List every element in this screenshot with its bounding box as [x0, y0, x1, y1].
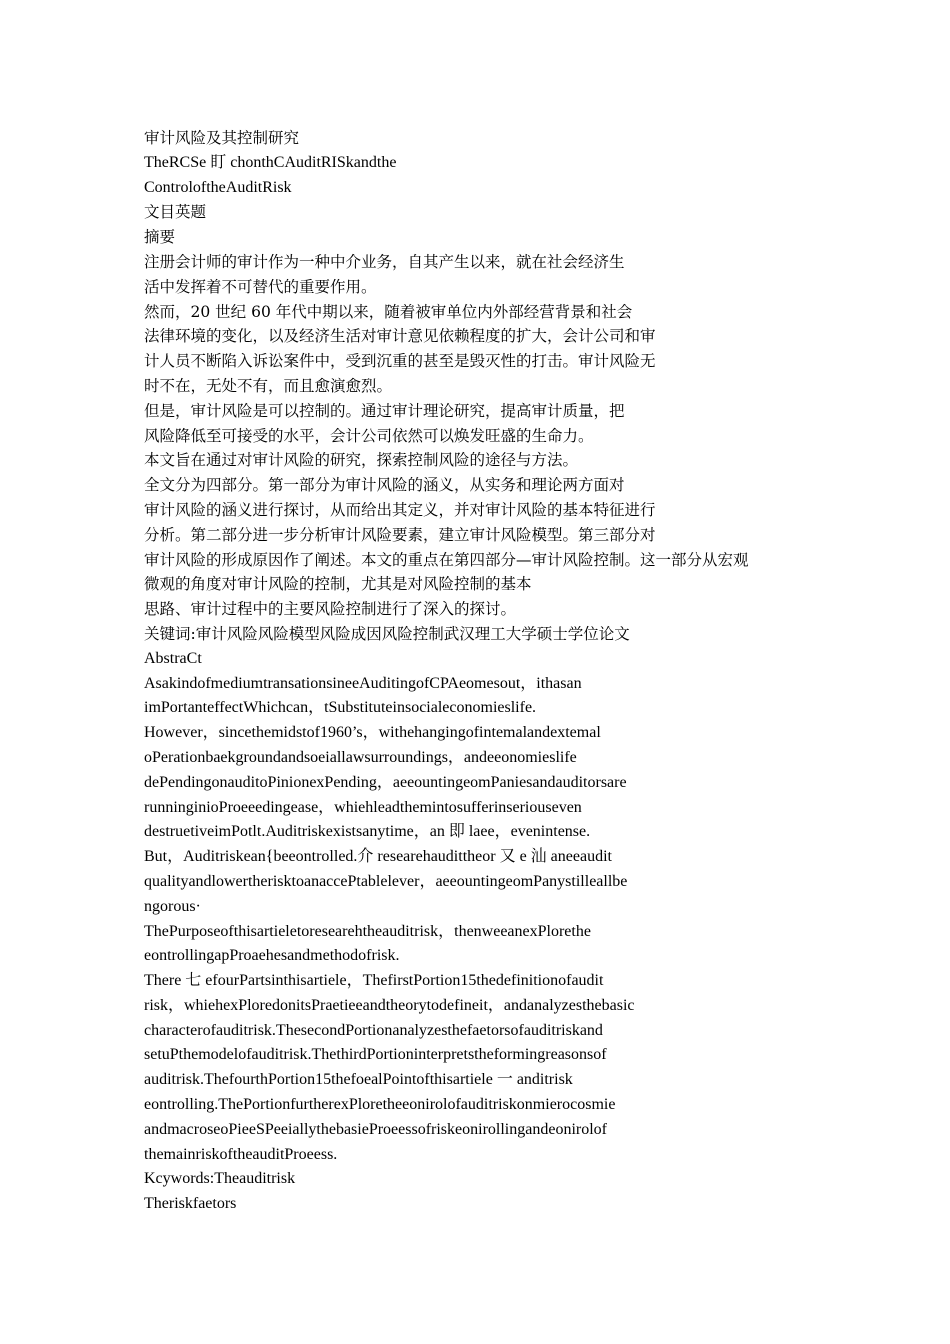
text-line: 法律环境的变化，以及经济生活对审计意见依赖程度的扩大，会计公司和审	[144, 327, 656, 346]
text-line: characterofauditrisk.ThesecondPortionanalyzesthefaetorsofauditriskand	[144, 1021, 603, 1039]
text-line: 时不在，无处不有，而且愈演愈烈。	[144, 376, 393, 395]
text-line: risk，whiehexPloredonitsPraetieeandtheorytodefineit，andanalyzesthebasic	[144, 996, 635, 1014]
text-line: Theriskfaetors	[144, 1195, 237, 1213]
text-line: 审计风险的涵义进行探讨，从而给出其定义，并对审计风险的基本特征进行	[144, 500, 656, 519]
text-line: 思路、审计过程中的主要风险控制进行了深入的探讨。	[144, 600, 517, 619]
text-line: 微观的角度对审计风险的控制，尤其是对风险控制的基本	[144, 575, 532, 594]
text-line: 关键词:审计风险风险模型风险成因风险控制武汉理工大学硕士学位论文	[144, 624, 630, 643]
document-body	[144, 126, 844, 1217]
text-line: imPortanteffectWhichcan，tSubstituteinsocialeconomieslife.	[144, 699, 537, 717]
text-line: ngorous·	[144, 897, 201, 915]
text-line: destruetiveimPotlt.Auditriskexistsanytime，an 即 laee，evenintense.	[144, 823, 591, 841]
text-line: 审计风险及其控制研究	[144, 129, 300, 147]
text-line: 分析。第二部分进一步分析审计风险要素，建立审计风险模型。第三部分对	[144, 525, 656, 544]
text-line: 活中发挥着不可替代的重要作用。	[144, 277, 377, 296]
text-line: 文目英题	[144, 203, 207, 222]
text-line: 风险降低至可接受的水平，会计公司依然可以焕发旺盛的生命力。	[144, 426, 594, 445]
text-line: However，sincethemidstof1960’s，withehangingofintemalandextemal	[144, 724, 601, 742]
text-line: andmacroseoPieeSPeeiallythebasieProeessofriskeonirollingandeonirolof	[144, 1120, 607, 1138]
text-line: 然而，20 世纪 60 年代中期以来，随着被审单位内外部经营背景和社会	[144, 302, 633, 321]
text-line: AbstraCt	[144, 649, 202, 667]
text-line: auditrisk.ThefourthPortion15thefoealPointofthisartiele 一 anditrisk	[144, 1071, 573, 1089]
text-line: eontrollingapProaehesandmethodofrisk.	[144, 947, 400, 965]
text-line: ThePurposeofthisartieletoresearehtheauditrisk，thenweeanexPlorethe	[144, 922, 591, 940]
text-line: There 七 efourPartsinthisartiele，ThefirstPortion15thedefinitionofaudit	[144, 972, 604, 990]
text-line: AsakindofmediumtransationsineeAuditingofCPAeomesout，ithasan	[144, 674, 582, 692]
text-line: qualityandlowertherisktoanaccePtablelever，aeeountingeomPanystilleallbe	[144, 872, 628, 890]
text-line: 注册会计师的审计作为一种中介业务，自其产生以来，就在社会经济生	[144, 252, 625, 271]
text-line: oPerationbaekgroundandsoeiallawsurroundings，andeeonomieslife	[144, 748, 577, 766]
text-line: runninginioProeeedingease，whiehleadthemintosufferinseriouseven	[144, 798, 582, 816]
text-line: But，Auditriskean{beeontrolled.介 researehaudittheor 又 e 汕 aneeaudit	[144, 848, 612, 866]
text-line: 审计风险的形成原因作了阐述。本文的重点在第四部分—审计风险控制。这一部分从宏观	[144, 550, 749, 569]
text-line: 全文分为四部分。第一部分为审计风险的涵义，从实务和理论两方面对	[144, 476, 625, 495]
text-line: themainriskoftheauditProeess.	[144, 1145, 338, 1163]
text-line: 本文旨在通过对审计风险的研究，探索控制风险的途径与方法。	[144, 451, 579, 470]
text-line: 摘要	[144, 228, 176, 247]
text-line: dePendingonauditoPinionexPending，aeeountingeomPaniesandauditorsare	[144, 773, 627, 791]
text-line: TheRCSe 盯 chonthCAuditRISkandthe	[144, 153, 397, 171]
text-line: 但是，审计风险是可以控制的。通过审计理论研究，提高审计质量，把	[144, 401, 625, 420]
text-line: Kcywords:Theauditrisk	[144, 1170, 296, 1188]
text-line: 计人员不断陷入诉讼案件中，受到沉重的甚至是毁灭性的打击。审计风险无	[144, 352, 656, 371]
text-line: ControloftheAuditRisk	[144, 178, 292, 196]
text-line: setuPthemodelofauditrisk.ThethirdPortioninterpretstheformingreasonsof	[144, 1046, 607, 1064]
text-line: eontrolling.ThePortionfurtherexPloretheeonirolofauditriskonmierocosmie	[144, 1096, 616, 1114]
